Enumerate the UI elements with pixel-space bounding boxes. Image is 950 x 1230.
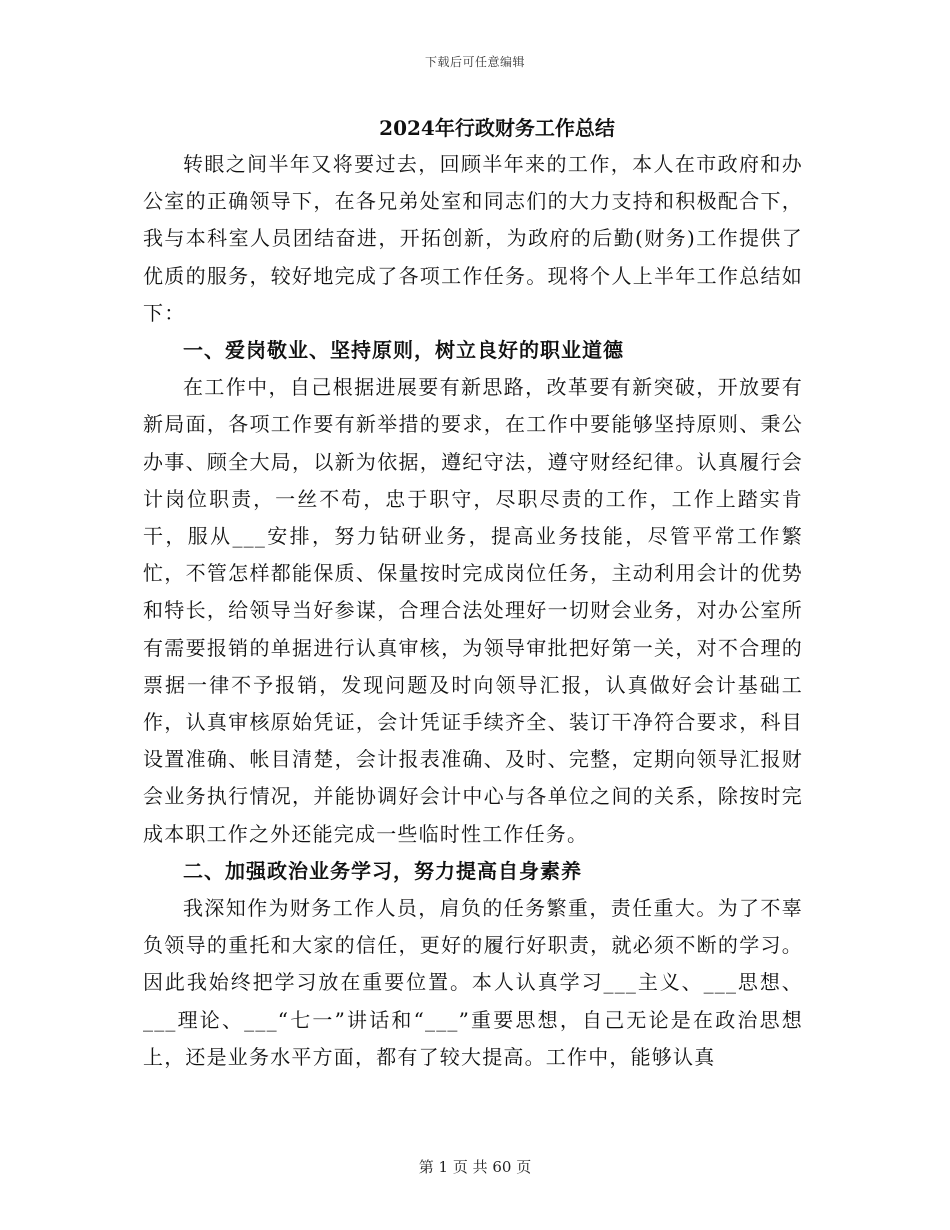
section-1-heading: 一、爱岗敬业、坚持原则，树立良好的职业道德 — [183, 338, 624, 363]
page-header-note: 下载后可任意编辑 — [424, 55, 525, 69]
section-2-paragraph: 我深知作为财务工作人员，肩负的任务繁重，责任重大。为了不辜负领导的重托和大家的信任，更好的履行好职责，就必须不断的学习。因此我始终把学习放在重要位置。本人认真学习___主义、___思想、___理论、___“七一”讲话和“___”重要思想，自己无论是在政治思想上，还是业务水平方面，都有了较大提高。工作中，能够认真 — [143, 896, 803, 1069]
document-title: 2024年行政财务工作总结 — [379, 116, 615, 140]
section-2-heading: 二、加强政治业务学习，努力提高自身素养 — [183, 858, 582, 883]
document-body — [143, 110, 803, 1076]
intro-paragraph: 转眼之间半年又将要过去，回顾半年来的工作，本人在市政府和办公室的正确领导下，在各兄弟处室和同志们的大力支持和积极配合下，我与本科室人员团结奋进，开拓创新，为政府的后勤(财务)工作提供了优质的服务，较好地完成了各项工作任务。现将个人上半年工作总结如下： — [143, 152, 803, 325]
section-1-paragraph: 在工作中，自己根据进展要有新思路，改革要有新突破，开放要有新局面，各项工作要有新举措的要求，在工作中要能够坚持原则、秉公办事、顾全大局，以新为依据，遵纪守法，遵守财经纪律。认真履行会计岗位职责，一丝不苟，忠于职守，尽职尽责的工作，工作上踏实肯干，服从___安排，努力钻研业务，提高业务技能，尽管平常工作繁忙，不管怎样都能保质、保量按时完成岗位任务，主动利用会计的优势和特长，给领导当好参谋，合理合法处理好一切财会业务，对办公室所有需要报销的单据进行认真审核，为领导审批把好第一关，对不合理的票据一律不予报销，发现问题及时向领导汇报，认真做好会计基础工作，认真审核原始凭证，会计凭证手续齐全、装订干净符合要求，科目设置准确、帐目清楚，会计报表准确、及时、完整，定期向领导汇报财会业务执行情况，并能协调好会计中心与各单位之间的关系，除按时完成本职工作之外还能完成一些临时性工作任务。 — [143, 375, 803, 846]
page-number: 第 1 页 共 60 页 — [418, 1158, 532, 1176]
